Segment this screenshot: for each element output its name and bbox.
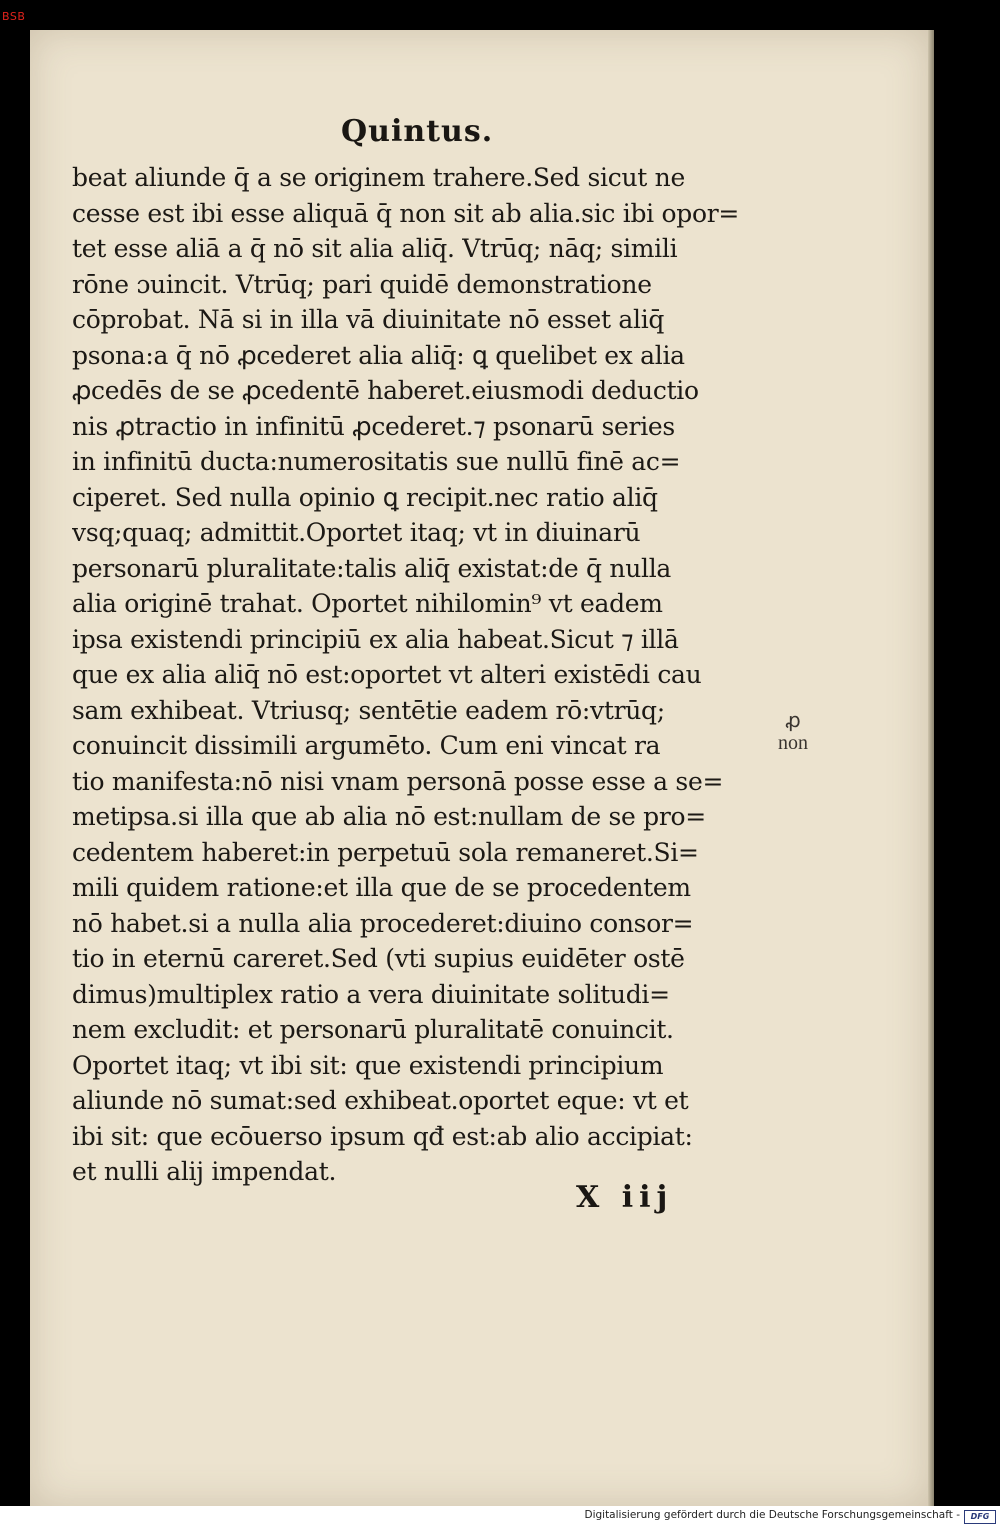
text-line: psona:a q̄ nō ꝓcederet alia aliq̄: ꝗ quelibet ex alia — [72, 340, 685, 370]
text-line: cesse est ibi esse aliquā q̄ non sit ab alia.sic ibi opor= — [72, 198, 739, 228]
text-block — [72, 160, 772, 1190]
text-line: alia originē trahat. Oportet nihilomin⁹ vt eadem — [72, 589, 663, 618]
text-line: sam exhibeat. Vtriusq; sentētie eadem rō:vtrūq; — [72, 695, 665, 725]
text-line: conuincit dissimili argumēto. Cum eni vincat ra — [72, 731, 661, 760]
marginal-note — [778, 710, 808, 754]
text-line: que ex alia aliq̄ nō est:oportet vt alteri existēdi cau — [72, 660, 702, 689]
library-mark: BSB — [2, 10, 26, 23]
text-line: aliunde nō sumat:sed exhibeat.oportet eque: vt et — [72, 1086, 689, 1115]
text-line: ꝓcedēs de se ꝓcedentē haberet.eiusmodi deductio — [72, 376, 699, 405]
footer-bar — [0, 1506, 1000, 1528]
footer-credit: Digitalisierung gefördert durch die Deutsche Forschungsgemeinschaft - — [584, 1509, 960, 1521]
page-edge — [928, 30, 934, 1506]
marginal-note-mark: ꝓ — [785, 710, 801, 732]
running-head: Quintus. — [341, 114, 494, 149]
text-line: cōprobat. Nā si in illa vā diuinitate nō esset aliq̄ — [72, 305, 665, 334]
text-line: ibi sit: que ecōuerso ipsum qđ est:ab alio accipiat: — [72, 1121, 693, 1151]
text-line: ipsa existendi principiū ex alia habeat.Sicut ⁊ illā — [72, 624, 679, 654]
text-line: cedentem haberet:in perpetuū sola remaneret.Si= — [72, 837, 699, 867]
marginal-note-text: non — [778, 732, 808, 754]
text-line: metipsa.si illa que ab alia nō est:nullam de se pro= — [72, 802, 706, 831]
dfg-logo: DFG — [964, 1510, 996, 1524]
text-line: tet esse aliā a q̄ nō sit alia aliq̄. Vtrūq; nāq; simili — [72, 234, 678, 263]
text-line: dimus)multiplex ratio a vera diuinitate solitudi= — [72, 979, 670, 1009]
text-line: rōne ɔuincit. Vtrūq; pari quidē demonstratione — [72, 269, 652, 299]
text-line: tio manifesta:nō nisi vnam personā posse esse a se= — [72, 766, 724, 796]
text-line: nō habet.si a nulla alia procederet:diuino consor= — [72, 908, 694, 938]
text-line: beat aliunde q̄ a se originem trahere.Sed sicut ne — [72, 163, 685, 192]
text-line: nem excludit: et personarū pluralitatē conuincit. — [72, 1015, 674, 1044]
signature-mark: X iij — [576, 1180, 674, 1215]
text-line: ciperet. Sed nulla opinio ꝗ recipit.nec ratio aliq̄ — [72, 482, 658, 512]
text-line: tio in eternū careret.Sed (vti supius euidēter ostē — [72, 944, 685, 973]
text-line: et nulli alij impendat. — [72, 1157, 337, 1186]
text-line: in infinitū ducta:numerositatis sue nullū finē ac= — [72, 447, 681, 476]
text-line: mili quidem ratione:et illa que de se procedentem — [72, 873, 691, 902]
text-line: personarū pluralitate:talis aliq̄ existat:de q̄ nulla — [72, 553, 671, 583]
text-line: vsq;quaq; admittit.Oportet itaq; vt in diuinarū — [72, 518, 641, 547]
text-line: Oportet itaq; vt ibi sit: que existendi principium — [72, 1050, 664, 1080]
text-line: nis ꝓtractio in infinitū ꝓcederet.⁊ psonarū series — [72, 411, 675, 441]
